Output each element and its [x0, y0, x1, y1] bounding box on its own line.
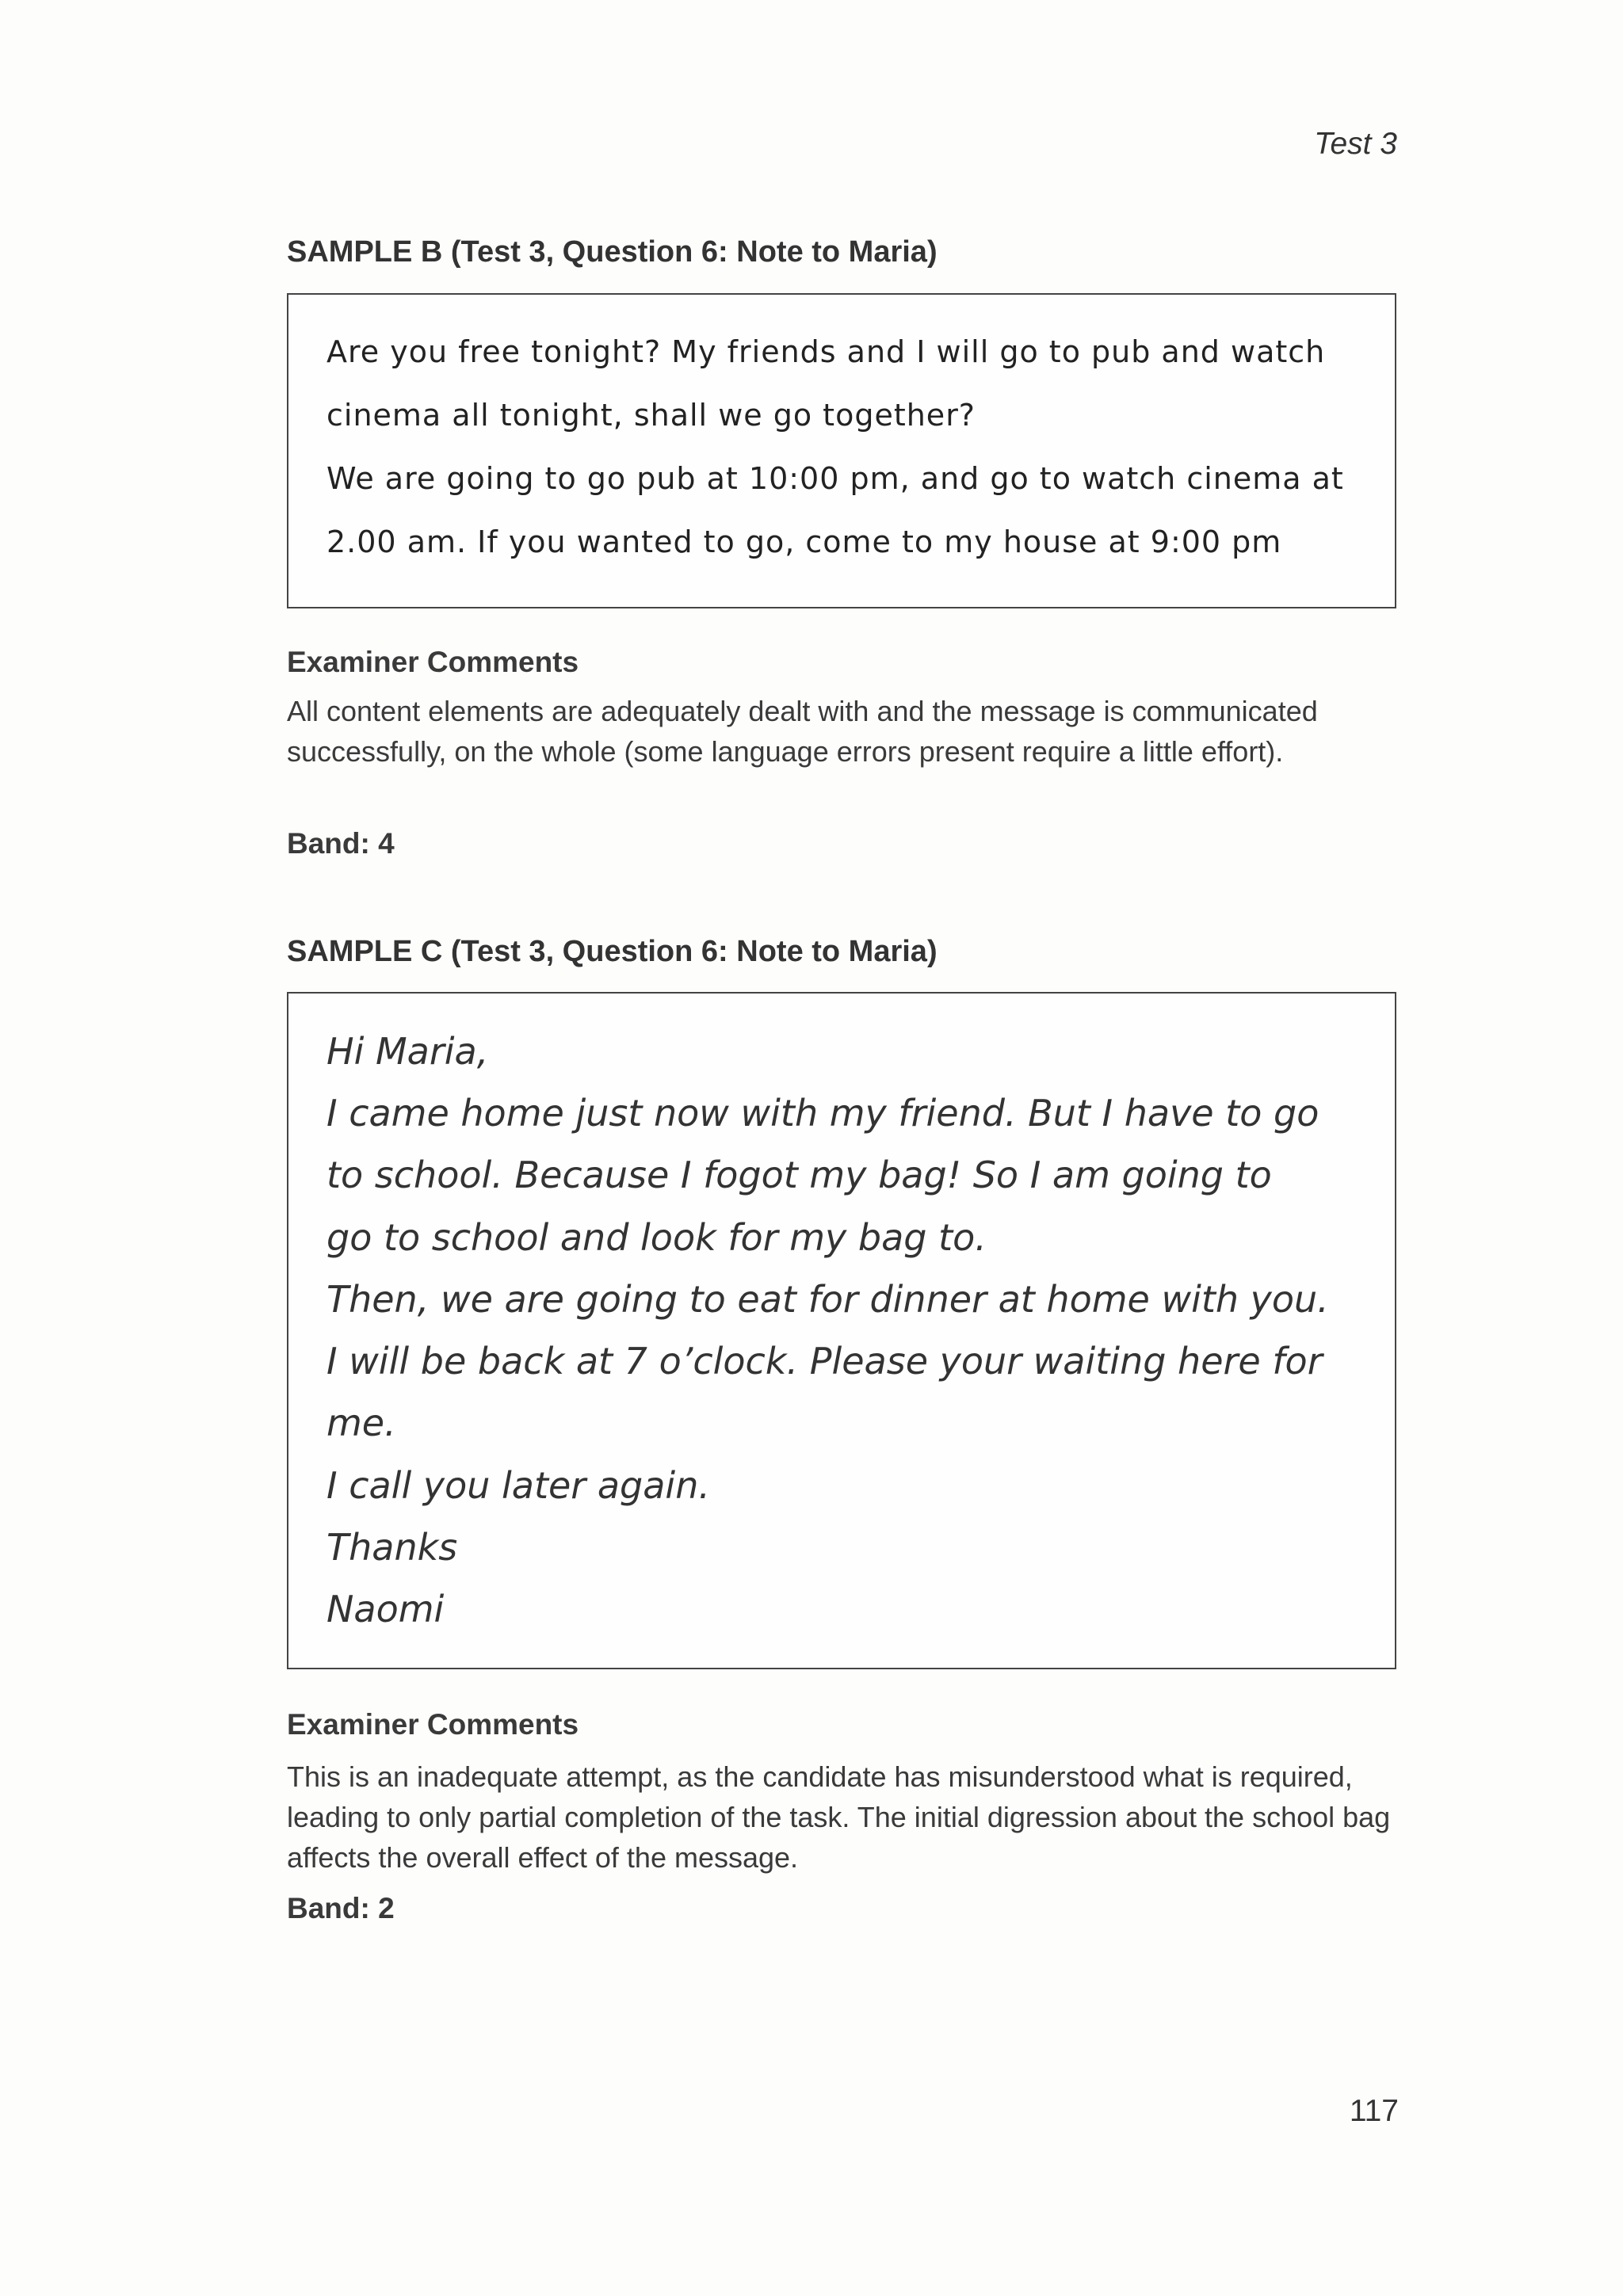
sample-c-line: Then, we are going to eat for dinner at home with you.: [327, 1278, 1329, 1321]
sample-b-line: 2.00 am. If you wanted to go, come to my house at 9:00 pm: [327, 524, 1282, 559]
sample-b-line: cinema all tonight, shall we go together?: [327, 398, 976, 433]
sample-b-title: SAMPLE B (Test 3, Question 6: Note to Maria): [287, 235, 938, 269]
sample-c-line: I will be back at 7 o’clock. Please your waiting here for: [327, 1340, 1323, 1383]
running-header: Test 3: [1314, 127, 1397, 161]
sample-c-comments-heading: Examiner Comments: [287, 1708, 579, 1741]
sample-b-comments-text: All content elements are adequately dealt with and the message is communicated successfully, on the whole (some language errors present require a little effort).: [287, 695, 1318, 768]
sample-c-line: Hi Maria,: [327, 1030, 489, 1073]
sample-b-band: Band: 4: [287, 827, 395, 860]
sample-c-line: me.: [327, 1402, 396, 1444]
sample-c-band: Band: 2: [287, 1892, 395, 1924]
sample-c-line: go to school and look for my bag to.: [327, 1216, 987, 1259]
sample-b-line: Are you free tonight? My friends and I will go to pub and watch: [327, 334, 1326, 369]
sample-c-line: I call you later again.: [327, 1464, 710, 1507]
sample-c-comments-text: This is an inadequate attempt, as the candidate has misunderstood what is required, leading to only partial completion of the task. The initial digression about the school bag affects the overall effect of the message.: [287, 1760, 1391, 1874]
sample-c-line: Naomi: [327, 1588, 445, 1630]
sample-b-comments-heading: Examiner Comments: [287, 646, 579, 678]
sample-c-title: SAMPLE C (Test 3, Question 6: Note to Maria): [287, 935, 938, 968]
sample-b-answer-box: [287, 293, 1396, 608]
sample-c-line: Thanks: [327, 1526, 458, 1569]
sample-c-line: to school. Because I fogot my bag! So I am going to: [327, 1154, 1272, 1196]
sample-c-line: I came home just now with my friend. But I have to go: [327, 1092, 1319, 1135]
sample-c-answer-box: [287, 992, 1396, 1669]
sample-b-line: We are going to go pub at 10:00 pm, and go to watch cinema at: [327, 461, 1344, 496]
page-number: 117: [1349, 2094, 1399, 2128]
